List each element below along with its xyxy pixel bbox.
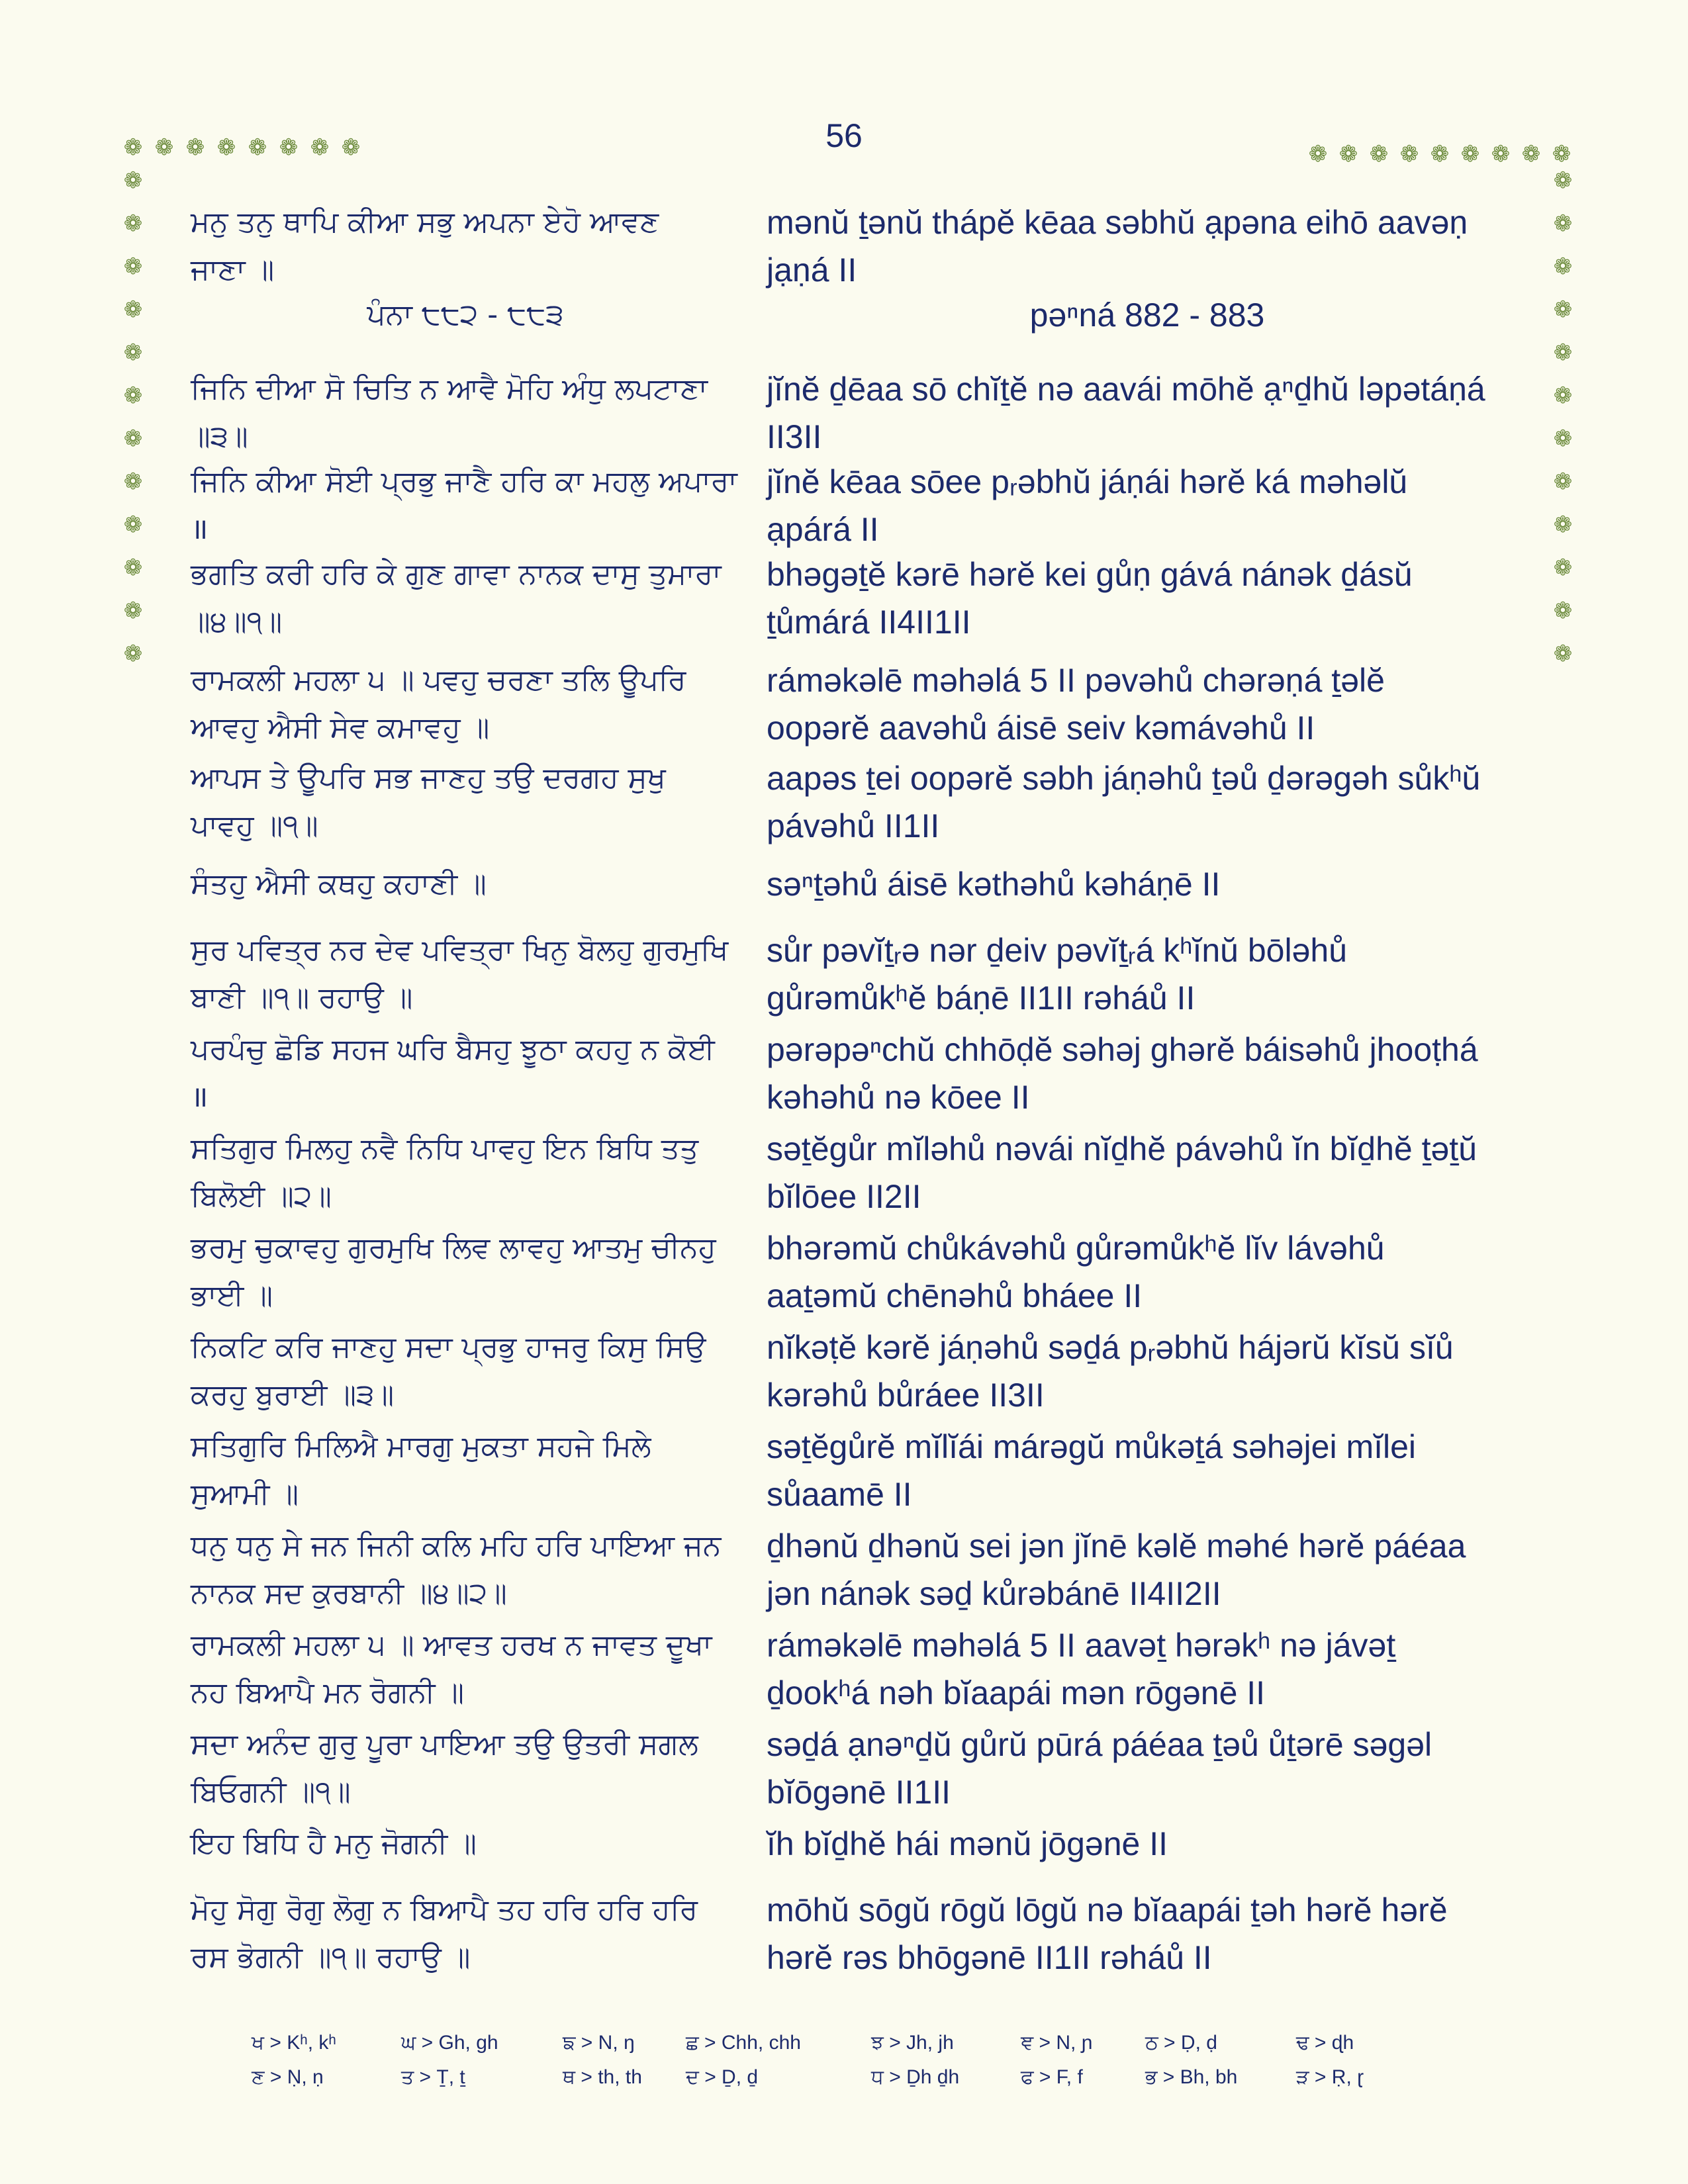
flower-icon: ❁ [1553, 469, 1573, 495]
flower-icon: ❁ [279, 134, 299, 161]
flower-icon: ❁ [123, 641, 143, 667]
transliteration-text: hərĕ rəs bhōgənē II1II rəháů II [767, 1939, 1212, 1976]
transliteration-text: aapəs ṯei oopərĕ səbh jáṇəhů ṯəů ḏərəgəh sůkʰŭ [767, 760, 1481, 797]
legend-entry: ਘ > Gh, gh [401, 2032, 498, 2054]
gurmukhi-text: ਸਦਾ ਅਨੰਦ ਗੁਰੁ ਪੂਰਾ ਪਾਇਆ ਤਉ ਉਤਰੀ ਸਗਲ [191, 1727, 698, 1761]
flower-icon: ❁ [1553, 641, 1573, 667]
flower-icon: ❁ [1491, 141, 1511, 167]
flower-icon: ❁ [1399, 141, 1419, 167]
flower-icon: ❁ [1553, 426, 1573, 452]
flower-icon: ❁ [216, 134, 236, 161]
gurmukhi-text: ਸੰਤਹੁ ਐਸੀ ਕਥਹੁ ਕਹਾਣੀ ॥ [191, 867, 487, 901]
legend-entry: ਛ > Chh, chh [686, 2032, 801, 2054]
flower-icon: ❁ [123, 210, 143, 237]
legend-entry: ਧ > Ḏh ḏh [871, 2066, 960, 2088]
flower-icon: ❁ [1430, 141, 1450, 167]
transliteration-text: səⁿṯəhů áisē kəthəhů kəháṇē II [767, 866, 1221, 903]
flower-icon: ❁ [1308, 141, 1328, 167]
gurmukhi-text: ਨਾਨਕ ਸਦ ਕੁਰਬਾਨੀ ॥੪॥੨॥ [191, 1576, 507, 1610]
transliteration-text: rámәkəlē məhəlá 5 II pəvəhů chərəṇá ṯəlĕ [767, 662, 1385, 699]
gurmukhi-line [191, 1522, 740, 1617]
flower-icon: ❁ [123, 598, 143, 624]
gurmukhi-text: ਰਾਮਕਲੀ ਮਹਲਾ ੫ ॥ ਪਵਹੁ ਚਰਣਾ ਤਲਿ ਊਪਰਿ [191, 663, 686, 697]
transliteration-line [767, 1224, 1528, 1320]
flower-icon: ❁ [1553, 167, 1573, 194]
legend-entry: ਠ > Ḍ, ḍ [1145, 2032, 1217, 2054]
flower-icon: ❁ [1553, 555, 1573, 581]
transliteration-line [767, 657, 1528, 752]
flower-icon: ❁ [123, 426, 143, 452]
transliteration-text: ṯůmárá II4II1II [767, 604, 971, 641]
legend-entry: ਞ > N, ɲ [1021, 2032, 1093, 2054]
transliteration-line [767, 860, 1528, 908]
transliteration-line [767, 1125, 1528, 1220]
gurmukhi-line [191, 1820, 740, 1868]
transliteration-text: ḏookʰá nəh bĭaapái mən rōgənē II [767, 1674, 1266, 1711]
transliteration-text: mōhŭ sōgŭ rōgŭ lōgŭ nə bĭaapái ṯəh hərĕ hərĕ [767, 1891, 1448, 1929]
gurmukhi-text: ਸੁਆਮੀ ॥ [191, 1477, 299, 1511]
transliteration-text: mənŭ ṯənŭ thápĕ kēaa səbhŭ ạpəna eihō aavəṇ [767, 204, 1468, 241]
gurmukhi-text: ਭਰਮੁ ਚੁਕਾਵਹੁ ਗੁਰਮੁਖਿ ਲਿਵ ਲਾਵਹੁ ਆਤਮੁ ਚੀਨਹੁ [191, 1231, 716, 1265]
gurmukhi-text: ਸਤਿਗੁਰ ਮਿਲਹੁ ਨਵੈ ਨਿਧਿ ਪਾਵਹੁ ਇਨ ਬਿਧਿ ਤਤੁ [191, 1132, 699, 1165]
transliteration-line [767, 1721, 1528, 1816]
flower-icon: ❁ [123, 512, 143, 538]
transliteration-line [767, 291, 1528, 339]
flower-icon: ❁ [123, 134, 143, 161]
flower-icon: ❁ [1460, 141, 1480, 167]
flower-icon: ❁ [1552, 141, 1571, 167]
gurmukhi-line [191, 1224, 740, 1320]
transliteration-text: səḏá ạnəⁿḏŭ gůrŭ pūrá páéaa ṯəů ůṯərē səgəl [767, 1726, 1432, 1763]
flower-icon: ❁ [123, 555, 143, 581]
flower-icon: ❁ [154, 134, 174, 161]
gurmukhi-text: ਰਾਮਕਲੀ ਮਹਲਾ ੫ ॥ ਆਵਤ ਹਰਖ ਨ ਜਾਵਤ ਦੂਖਾ [191, 1628, 712, 1662]
flower-icon: ❁ [123, 469, 143, 495]
transliteration-line [767, 1026, 1528, 1121]
gurmukhi-text: ਰਸ ਭੋਗਨੀ ॥੧॥ ਰਹਾਉ ॥ [191, 1940, 471, 1974]
transliteration-line [767, 1522, 1528, 1617]
transliteration-text: səṯĕgůrĕ mĭlĭái márəgŭ můkəṯá səhəjei mĭlei [767, 1428, 1417, 1465]
gurmukhi-text: ਸੁਰ ਪਵਿਤ੍ਰ ਨਰ ਦੇਵ ਪਵਿਤ੍ਰਾ ਖਿਨੁ ਬੋਲਹੁ ਗੁਰਮੁਖਿ [191, 933, 729, 967]
transliteration-line [767, 1324, 1528, 1419]
transliteration-text: pəⁿná 882 - 883 [1029, 296, 1265, 334]
transliteration-text: bhərəmŭ chůkávəhů gůrəmůkʰĕ lĭv lávəhů [767, 1230, 1385, 1267]
transliteration-text: sůaamē II [767, 1476, 912, 1513]
gurmukhi-text: ਬਾਣੀ ॥੧॥ ਰਹਾਉ ॥ [191, 981, 413, 1015]
gurmukhi-text: ਪਰਪੰਚੁ ਛੋਡਿ ਸਹਜ ਘਰਿ ਬੈਸਹੁ ਝੂਠਾ ਕਹਹੁ ਨ ਕੋਈ [191, 1032, 715, 1066]
transliteration-text: bĭōgənē II1II [767, 1774, 951, 1811]
gurmukhi-line [191, 1721, 740, 1816]
gurmukhi-line [191, 365, 740, 461]
legend-entry: ਭ > Bh, bh [1145, 2066, 1238, 2088]
transliteration-text: ĭh bĭḏhĕ hái mənŭ jōgənē II [767, 1825, 1168, 1862]
gurmukhi-line [191, 1125, 740, 1220]
gurmukhi-line [191, 551, 740, 646]
legend-entry: ਤ > Ṯ, ṯ [401, 2066, 465, 2088]
transliteration-text: ạpárá II [767, 511, 879, 548]
flower-icon: ❁ [1553, 383, 1573, 409]
transliteration-line [767, 927, 1528, 1022]
transliteration-line [767, 1423, 1528, 1518]
gurmukhi-text: ॥ [191, 1080, 209, 1114]
transliteration-text: kərəhů bůráee II3II [767, 1377, 1045, 1414]
transliteration-text: jən nánək səḏ kůrəbánē II4II2II [767, 1575, 1221, 1612]
flower-icon: ❁ [248, 134, 267, 161]
legend-entry: ਝ > Jh, jh [871, 2032, 954, 2054]
gurmukhi-line [191, 1886, 740, 1981]
gurmukhi-text: ਸਤਿਗੁਰਿ ਮਿਲਿਐ ਮਾਰਗੁ ਮੁਕਤਾ ਸਹਜੇ ਮਿਲੇ [191, 1430, 651, 1463]
gurmukhi-text: ਜਾਣਾ ॥ [191, 253, 275, 287]
transliteration-text: rámәkəlē məhəlá 5 II aavəṯ hərəkʰ nə jávəṯ [767, 1627, 1396, 1664]
transliteration-text: jạṇá II [767, 251, 857, 289]
legend-entry: ਖ > Kʰ, kʰ [252, 2032, 336, 2054]
gurmukhi-text: ਪੰਨਾ ੮੮੨ - ੮੮੩ [367, 298, 564, 332]
legend-entry: ਥ > th, th [563, 2066, 642, 2088]
gurmukhi-text: ਬਿਲੋਈ ॥੨॥ [191, 1179, 332, 1213]
transliteration-text: kəhəhů nə kōee II [767, 1079, 1030, 1116]
gurmukhi-line [191, 860, 740, 908]
flower-icon: ❁ [1553, 340, 1573, 366]
transliteration-text: pərəpəⁿchŭ chhōḍĕ səhəj ghərĕ báisəhů jhooṭhá [767, 1031, 1478, 1068]
gurmukhi-line [191, 1423, 740, 1518]
gurmukhi-text: ਨਿਕਟਿ ਕਰਿ ਜਾਣਹੁ ਸਦਾ ਪ੍ਰਭੁ ਹਾਜਰੁ ਕਿਸੁ ਸਿਉ [191, 1330, 706, 1364]
gurmukhi-text: ਜਿਨਿ ਕੀਆ ਸੋਈ ਪ੍ਰਭੁ ਜਾਣੈ ਹਰਿ ਕਾ ਮਹਲੁ ਅਪਾਰਾ [191, 465, 737, 498]
flower-icon: ❁ [123, 167, 143, 194]
flower-icon: ❁ [1521, 141, 1541, 167]
legend-entry: ਦ > Ḏ, ḏ [686, 2066, 759, 2088]
legend-entry: ਫ > F, f [1021, 2066, 1083, 2088]
transliteration-text: aaṯəmŭ chēnəhů bháee II [767, 1277, 1143, 1314]
legend-entry: ਢ > ɖh [1296, 2032, 1354, 2054]
gurmukhi-text: ਬਿਓਗਨੀ ॥੧॥ [191, 1775, 351, 1809]
gurmukhi-text: ਧਨੁ ਧਨੁ ਸੇ ਜਨ ਜਿਨੀ ਕਲਿ ਮਹਿ ਹਰਿ ਪਾਇਆ ਜਨ [191, 1529, 722, 1563]
gurmukhi-line [191, 199, 740, 294]
flower-icon: ❁ [341, 134, 361, 161]
transliteration-text: bhəgəṯĕ kərē hərĕ kei gůṇ gává nánək ḏásŭ [767, 556, 1413, 593]
transliteration-text: jĭnĕ ḏēaa sō chĭṯĕ nə aavái mōhĕ ạⁿḏhŭ ləpətáṇá [767, 371, 1485, 408]
flower-icon: ❁ [310, 134, 330, 161]
flower-icon: ❁ [185, 134, 205, 161]
gurmukhi-line [191, 291, 740, 339]
transliteration-text: bĭlōee II2II [767, 1178, 921, 1215]
gurmukhi-text: ਆਪਸ ਤੇ ਊਪਰਿ ਸਭ ਜਾਣਹੁ ਤਉ ਦਰਗਹ ਸੁਖੁ [191, 761, 666, 795]
gurmukhi-line [191, 1324, 740, 1419]
transliteration-text: ḏhənŭ ḏhənŭ sei jən jĭnē kəlĕ məhé hərĕ páéaa [767, 1527, 1466, 1565]
transliteration-line [767, 458, 1528, 553]
transliteration-text: nĭkəṭĕ kərĕ jáṇəhů səḏá pᵣəbhŭ hájərŭ kĭsŭ sĭů [767, 1329, 1454, 1366]
gurmukhi-text: ॥੪॥੧॥ [191, 605, 283, 639]
flower-icon: ❁ [123, 253, 143, 280]
gurmukhi-text: ॥ [191, 512, 209, 546]
flower-icon: ❁ [1553, 512, 1573, 538]
transliteration-text: pávəhů II1II [767, 807, 940, 844]
gurmukhi-text: ਮਨੁ ਤਨੁ ਥਾਪਿ ਕੀਆ ਸਭੁ ਅਪਨਾ ਏਹੋ ਆਵਣ [191, 205, 659, 239]
transliteration-text: sůr pəvĭṯᵣə nər ḏeiv pəvĭṯᵣá kʰĭnŭ bōləhů [767, 932, 1348, 969]
transliteration-line [767, 199, 1528, 294]
gurmukhi-text: ॥੩॥ [191, 420, 248, 453]
flower-icon: ❁ [123, 296, 143, 323]
legend-entry: ਣ > Ṇ, ṇ [252, 2066, 324, 2088]
gurmukhi-text: ਨਹ ਬਿਆਪੈ ਮਨ ਰੋਗਨੀ ॥ [191, 1676, 465, 1709]
page-number: 56 [825, 117, 863, 154]
gurmukhi-line [191, 657, 740, 752]
flower-icon: ❁ [1553, 253, 1573, 280]
gurmukhi-text: ਭਾਈ ॥ [191, 1279, 273, 1312]
gurmukhi-text: ਜਿਨਿ ਦੀਆ ਸੋ ਚਿਤਿ ਨ ਆਵੈ ਮੋਹਿ ਅੰਧੁ ਲਪਟਾਣਾ [191, 372, 708, 406]
transliteration-line [767, 1820, 1528, 1868]
gurmukhi-text: ਮੋਹੁ ਸੋਗੁ ਰੋਗੁ ਲੋਗੁ ਨ ਬਿਆਪੈ ਤਹ ਹਰਿ ਹਰਿ ਹਰਿ [191, 1893, 698, 1927]
transliteration-line [767, 1621, 1528, 1717]
legend-entry: ੜ > Ṛ, ɽ [1296, 2066, 1364, 2088]
gurmukhi-text: ਇਹ ਬਿਧਿ ਹੈ ਮਨੁ ਜੋਗਨੀ ॥ [191, 1827, 477, 1860]
transliteration-text: oopərĕ aavəhů áisē seiv kəmávəhů II [767, 709, 1315, 747]
flower-icon: ❁ [1338, 141, 1358, 167]
gurmukhi-text: ਭਗਤਿ ਕਰੀ ਹਰਿ ਕੇ ਗੁਣ ਗਾਵਾ ਨਾਨਕ ਦਾਸੁ ਤੁਮਾਰਾ [191, 557, 722, 591]
transliteration-line [767, 551, 1528, 646]
flower-icon: ❁ [1369, 141, 1389, 167]
legend-entry: ਙ > N, ŋ [563, 2032, 635, 2054]
gurmukhi-line [191, 458, 740, 553]
gurmukhi-line [191, 1026, 740, 1121]
transliteration-line [767, 754, 1528, 850]
flower-icon: ❁ [1553, 210, 1573, 237]
transliteration-text: səṯĕgůr mĭləhů nəvái nĭḏhĕ pávəhů ĭn bĭḏhĕ ṯəṯŭ [767, 1130, 1477, 1167]
transliteration-text: gůrəmůkʰĕ báṇē II1II rəháů II [767, 979, 1196, 1017]
gurmukhi-text: ਪਾਵਹੁ ॥੧॥ [191, 809, 318, 842]
flower-icon: ❁ [123, 383, 143, 409]
flower-icon: ❁ [123, 340, 143, 366]
transliteration-line [767, 1886, 1528, 1981]
flower-icon: ❁ [1553, 598, 1573, 624]
transliteration-line [767, 365, 1528, 461]
gurmukhi-line [191, 1621, 740, 1717]
transliteration-text: jĭnĕ kēaa sōee pᵣəbhŭ jáṇái hərĕ ká məhəlŭ [767, 463, 1408, 500]
gurmukhi-line [191, 754, 740, 850]
transliteration-text: II3II [767, 418, 822, 455]
gurmukhi-text: ਕਰਹੁ ਬੁਰਾਈ ॥੩॥ [191, 1378, 395, 1412]
gurmukhi-line [191, 927, 740, 1022]
gurmukhi-text: ਆਵਹੁ ਐਸੀ ਸੇਵ ਕਮਾਵਹੁ ॥ [191, 711, 490, 745]
flower-icon: ❁ [1553, 296, 1573, 323]
